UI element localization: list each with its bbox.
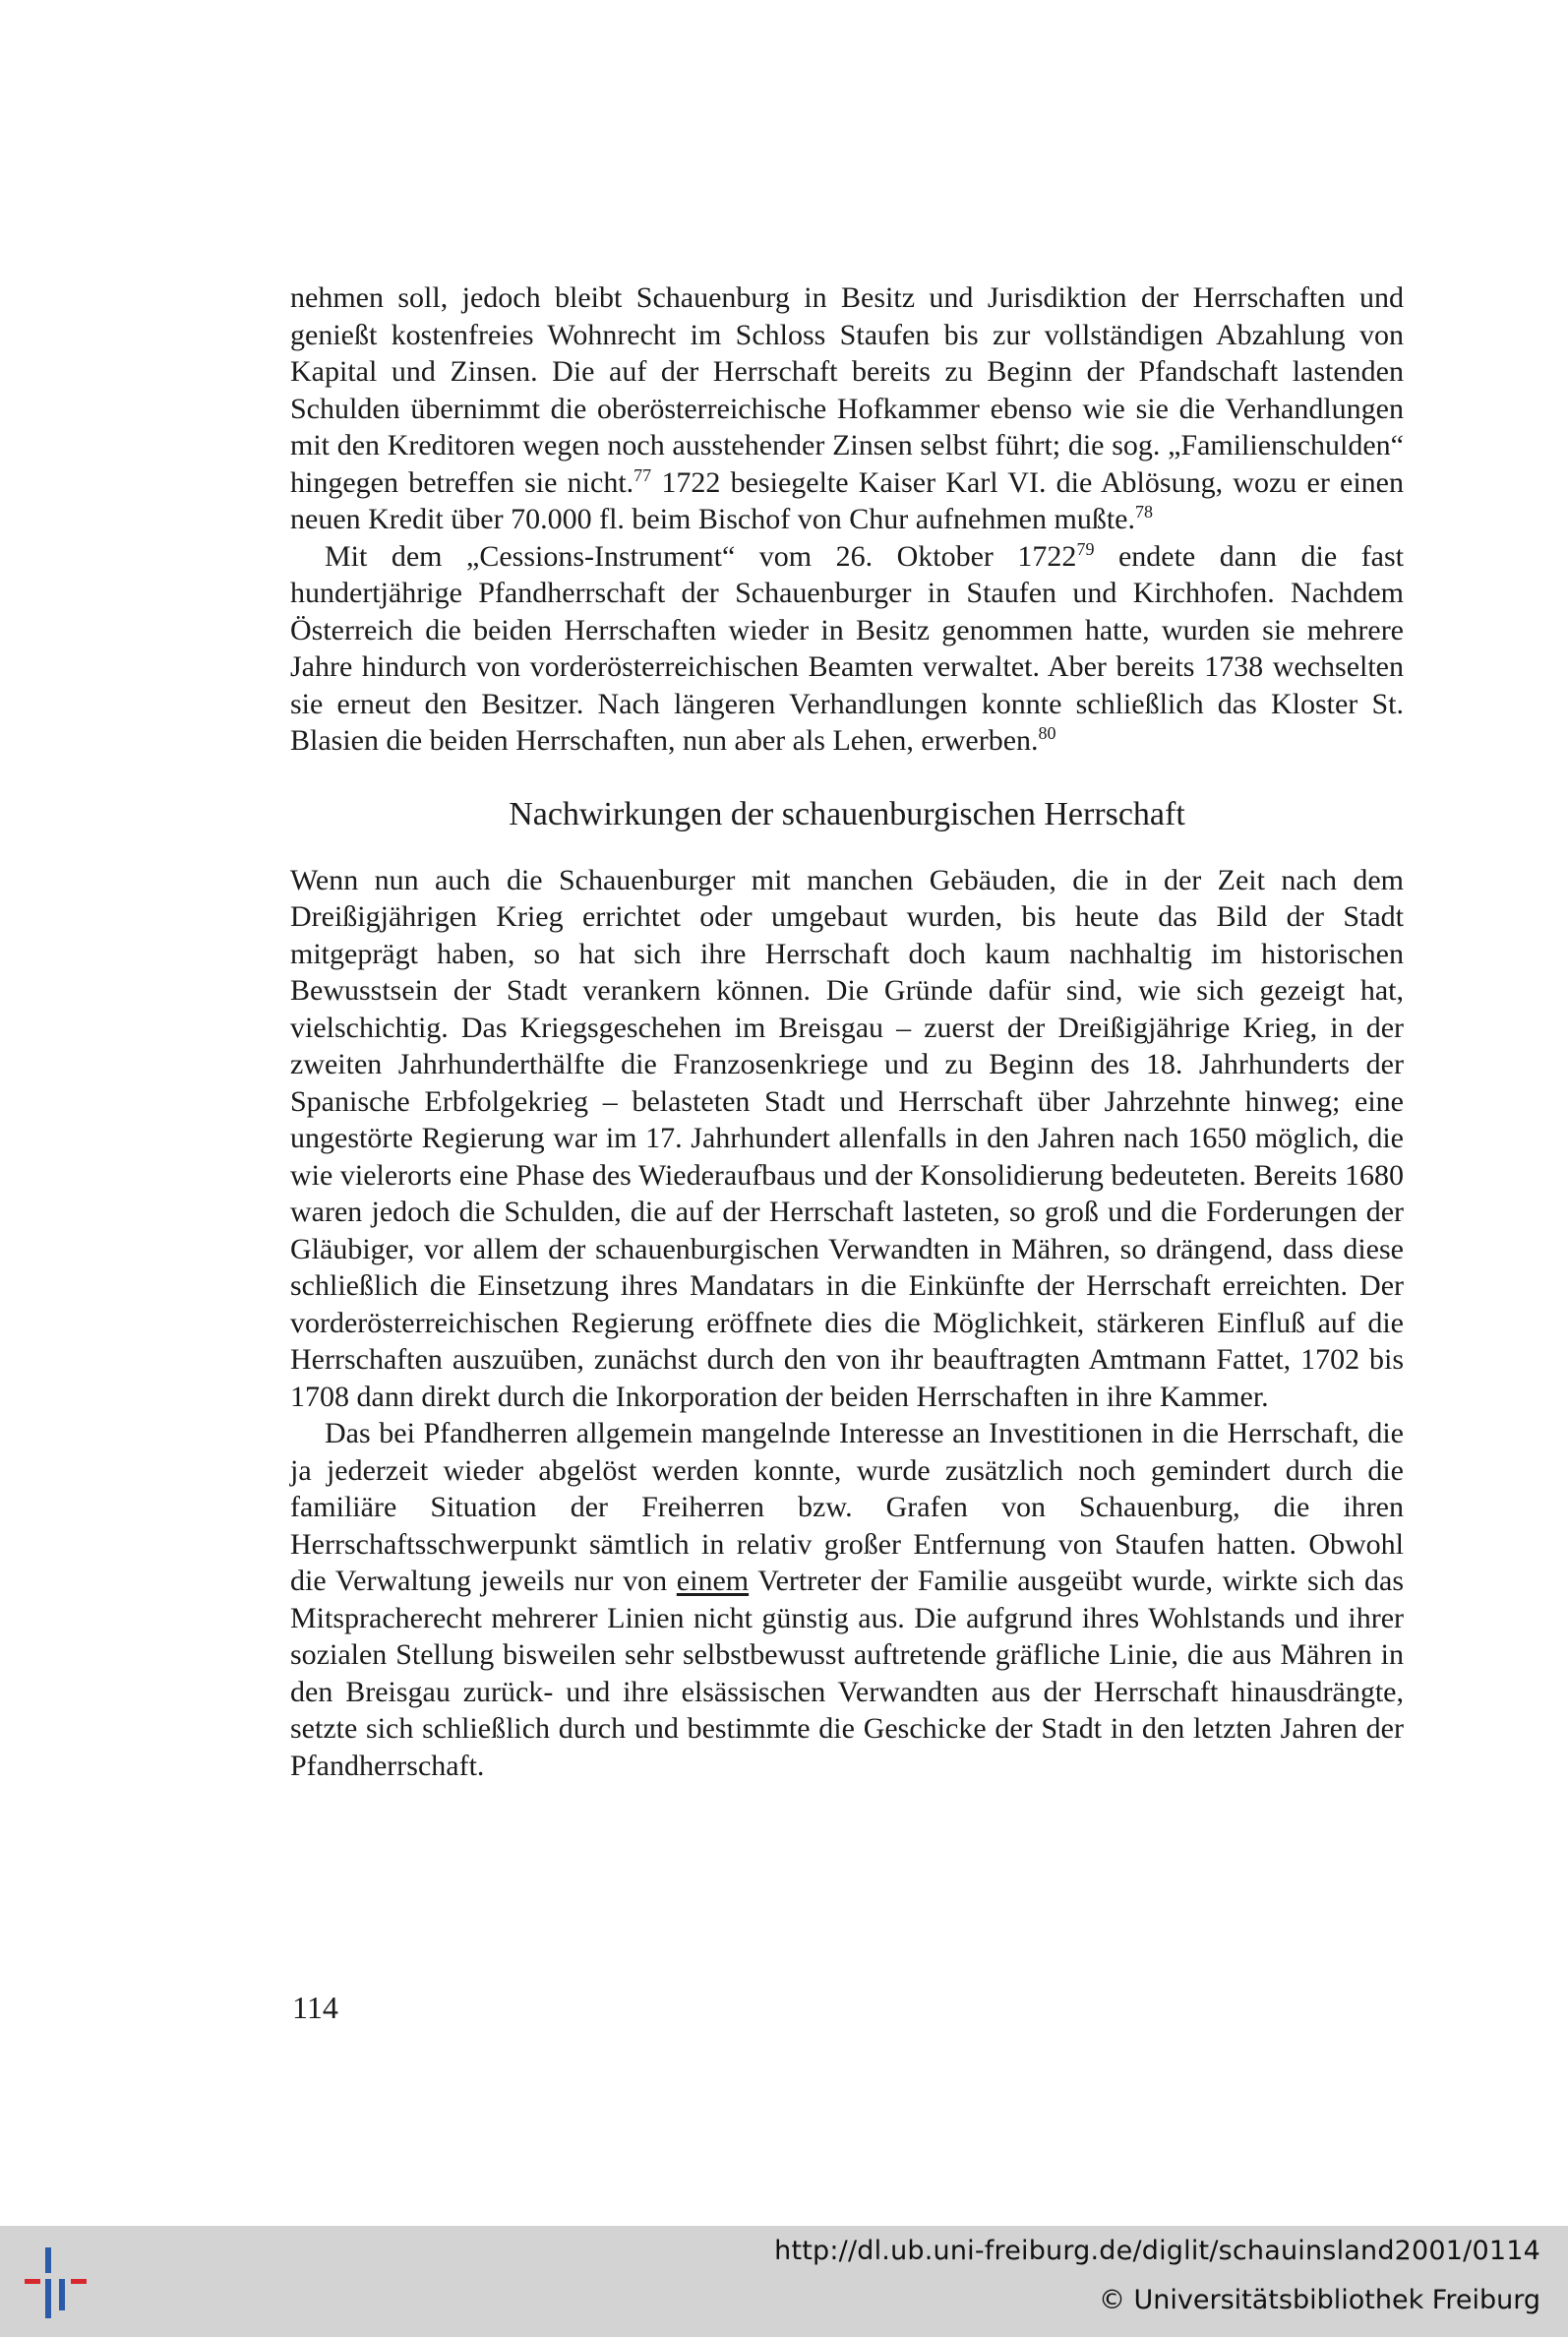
underlined-word: einem [676,1565,750,1597]
paragraph [290,538,1404,760]
paragraph-text: Das bei Pfandherren allgemein mangelnde Interesse an Investitionen in die Herrschaft, die ja jederzeit wieder abgelöst werden konnte, wurde zusätzlich noch gemindert durch die familiäre Situation der Freiherren bzw. Grafen von Schauenburg, die ihren Herrschaftsschwerpunkt sämtlich in relativ großer Entfernung von Staufen hatten. Obwohl die Verwaltung jeweils nur von [290,1417,1404,1597]
paragraph-text: Vertreter der Familie ausgeübt wurde, wirkte sich das Mitspracherecht mehrerer Linien nicht günstig aus. Die aufgrund ihres Wohlstands und ihrer sozialen Stellung bisweilen sehr selbstbewusst auftretende gräfliche Linie, die aus Mähren in den Breisgau zurück- und ihre elsässischen Verwandten aus der Herrschaft hinausdrängte, setzte sich schließlich durch und bestimmte die Geschicke der Stadt in den letzten Jahren der Pfandherrschaft. [290,1565,1404,1782]
footnote-ref[interactable]: 80 [1038,723,1056,743]
paragraph: Wenn nun auch die Schauenburger mit manchen Gebäuden, die in der Zeit nach dem Dreißigjährigen Krieg errichtet oder umgebaut wurden, bis heute das Bild der Stadt mitgeprägt haben, so hat sich ihre Herrschaft doch kaum nachhaltig im historischen Bewusstsein der Stadt verankern können. Die Gründe dafür sind, wie sich gezeigt hat, vielschichtig. Das Kriegsgeschehen im Breisgau – zuerst der Dreißigjährige Krieg, in der zweiten Jahrhunderthälfte die Franzosenkriege und zu Beginn des 18. Jahrhunderts der Spanische Erbfolgekrieg – belasteten Stadt und Herrschaft über Jahrzehnte hinweg; eine ungestörte Regierung war im 17. Jahrhundert allenfalls in den Jahren nach 1650 möglich, die wie vielerorts eine Phase des Wiederaufbaus und der Konsolidierung bedeuteten. Bereits 1680 waren jedoch die Schulden, die auf der Herrschaft lasteten, so groß und die Forderungen der Gläubiger, vor allem der schauenburgischen Verwandten in Mähren, so drängend, dass diese schließlich die Einsetzung ihres Mandatars in die Einkünfte der Herrschaft erreichten. Der vorderösterreichischen Regierung eröffnete dies die Möglichkeit, stärkeren Einfluß auf die Herrschaften auszuüben, zunächst durch den von ihr beauftragten Amtmann Fattet, 1702 bis 1708 dann direkt durch die Inkorporation der beiden Herrschaften in ihre Kammer. [290,863,1404,1413]
paragraph [290,279,1404,538]
footnote-ref[interactable]: 79 [1076,538,1095,559]
body-text [290,279,1404,1784]
paragraph [290,1415,1404,1784]
footnote-ref[interactable]: 78 [1134,502,1153,522]
paragraph-text: nehmen soll, jedoch bleibt Schauenburg in Besitz und Jurisdiktion der Herrschaften und genießt kostenfreies Wohnrecht im Schloss Staufen bis zur vollständigen Abzahlung von Kapital und Zinsen. Die auf der Herrschaft bereits zu Beginn der Pfandschaft lastenden Schulden übernimmt die oberösterreichische Hofkammer ebenso wie sie die Verhandlungen mit den Kreditoren wegen noch ausstehender Zinsen selbst führt; die sog. „Familienschulden“ hingegen betreffen sie nicht. [290,281,1404,499]
library-logo-icon [14,2238,102,2326]
paragraph-text: 1722 besiegelte Kaiser Karl VI. die Ablösung, wozu er einen neuen Kredit über 70.000 fl. beim Bischof von Chur aufnehmen mußte. [290,465,1404,535]
page-number: 114 [292,1990,338,2025]
section-heading: Nachwirkungen der schauenburgischen Herrschaft [509,795,1185,832]
paragraph-text: endete dann die fast hundertjährige Pfandherrschaft der Schauenburger in Staufen und Kirchhofen. Nachdem Österreich die beiden Herrschaften wieder in Besitz genommen hatte, wurden sie mehrere Jahre hindurch von vorderösterreichischen Beamten verwaltet. Aber bereits 1738 wechselten sie erneut den Besitzer. Nach längeren Verhandlungen konnte schließlich das Kloster St. Blasien die beiden Herrschaften, nun aber als Lehen, erwerben. [290,539,1405,757]
copyright-notice: © Universitätsbibliothek Freiburg [1098,2285,1540,2315]
source-url-link[interactable]: http://dl.ub.uni-freiburg.de/diglit/schauinsland2001/0114 [774,2236,1540,2266]
footnote-ref[interactable]: 77 [633,464,652,485]
paragraph-text: Mit dem „Cessions-Instrument“ vom 26. Oktober 1722 [325,539,1077,573]
